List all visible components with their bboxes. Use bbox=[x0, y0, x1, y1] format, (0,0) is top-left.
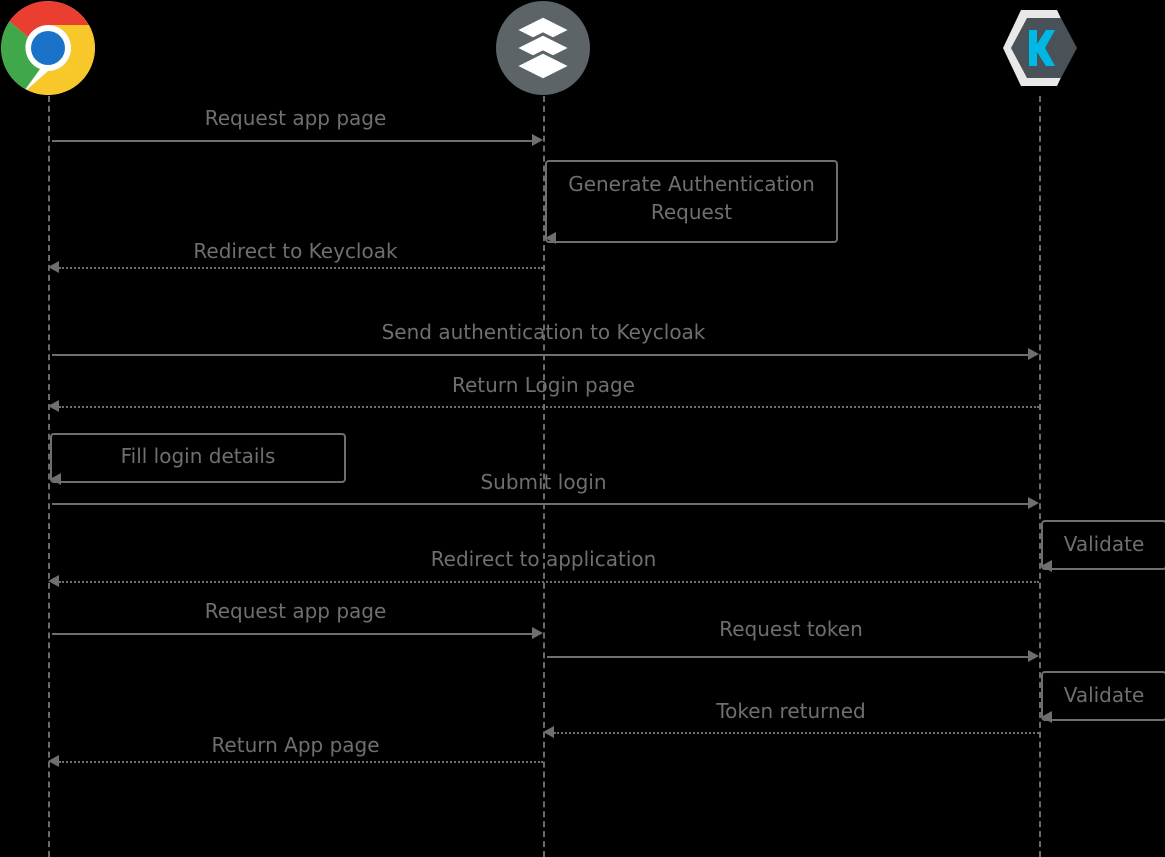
message-label-m6: Fill login details bbox=[120, 444, 276, 468]
message-label-m7: Submit login bbox=[480, 470, 607, 494]
message-arrow-m1 bbox=[52, 140, 537, 142]
chrome-browser-icon bbox=[0, 0, 96, 96]
keycloak-icon bbox=[991, 0, 1087, 96]
message-label-m11: Request token bbox=[719, 617, 863, 641]
message-arrow-m4 bbox=[52, 354, 1033, 356]
message-arrowhead-m12 bbox=[1041, 711, 1052, 723]
message-arrowhead-m13 bbox=[543, 726, 554, 738]
message-label-m2: Generate Authentication Request bbox=[568, 172, 815, 224]
message-label-m1: Request app page bbox=[204, 106, 387, 130]
message-label-m4: Send authentication to Keycloak bbox=[381, 320, 706, 344]
message-arrowhead-m11 bbox=[1028, 650, 1039, 662]
message-arrowhead-m14 bbox=[48, 755, 59, 767]
message-arrowhead-m1 bbox=[532, 134, 543, 146]
message-label-m8: Validate bbox=[1063, 532, 1145, 556]
message-arrowhead-m2 bbox=[545, 232, 556, 244]
message-arrowhead-m10 bbox=[532, 627, 543, 639]
message-arrow-m14 bbox=[59, 761, 543, 763]
layers-stack-icon bbox=[495, 0, 591, 96]
message-label-m12: Validate bbox=[1063, 683, 1145, 707]
message-label-m13: Token returned bbox=[716, 699, 866, 723]
message-arrow-m10 bbox=[52, 633, 537, 635]
message-arrowhead-m5 bbox=[48, 400, 59, 412]
message-arrow-m7 bbox=[52, 503, 1033, 505]
message-label-m10: Request app page bbox=[204, 599, 387, 623]
message-label-m5: Return Login page bbox=[452, 373, 635, 397]
lifeline-keycloak bbox=[1039, 96, 1041, 857]
message-label-m9: Redirect to application bbox=[430, 547, 657, 571]
message-arrowhead-m9 bbox=[48, 575, 59, 587]
message-arrowhead-m4 bbox=[1028, 348, 1039, 360]
message-arrow-m3 bbox=[59, 267, 543, 269]
message-label-m3: Redirect to Keycloak bbox=[193, 239, 398, 263]
message-label-m14: Return App page bbox=[211, 733, 380, 757]
message-arrowhead-m8 bbox=[1041, 560, 1052, 572]
message-arrow-m9 bbox=[59, 581, 1039, 583]
message-arrowhead-m3 bbox=[48, 261, 59, 273]
message-arrow-m5 bbox=[59, 406, 1039, 408]
message-arrow-m13 bbox=[554, 732, 1039, 734]
message-arrow-m11 bbox=[547, 656, 1033, 658]
message-arrowhead-m7 bbox=[1028, 497, 1039, 509]
